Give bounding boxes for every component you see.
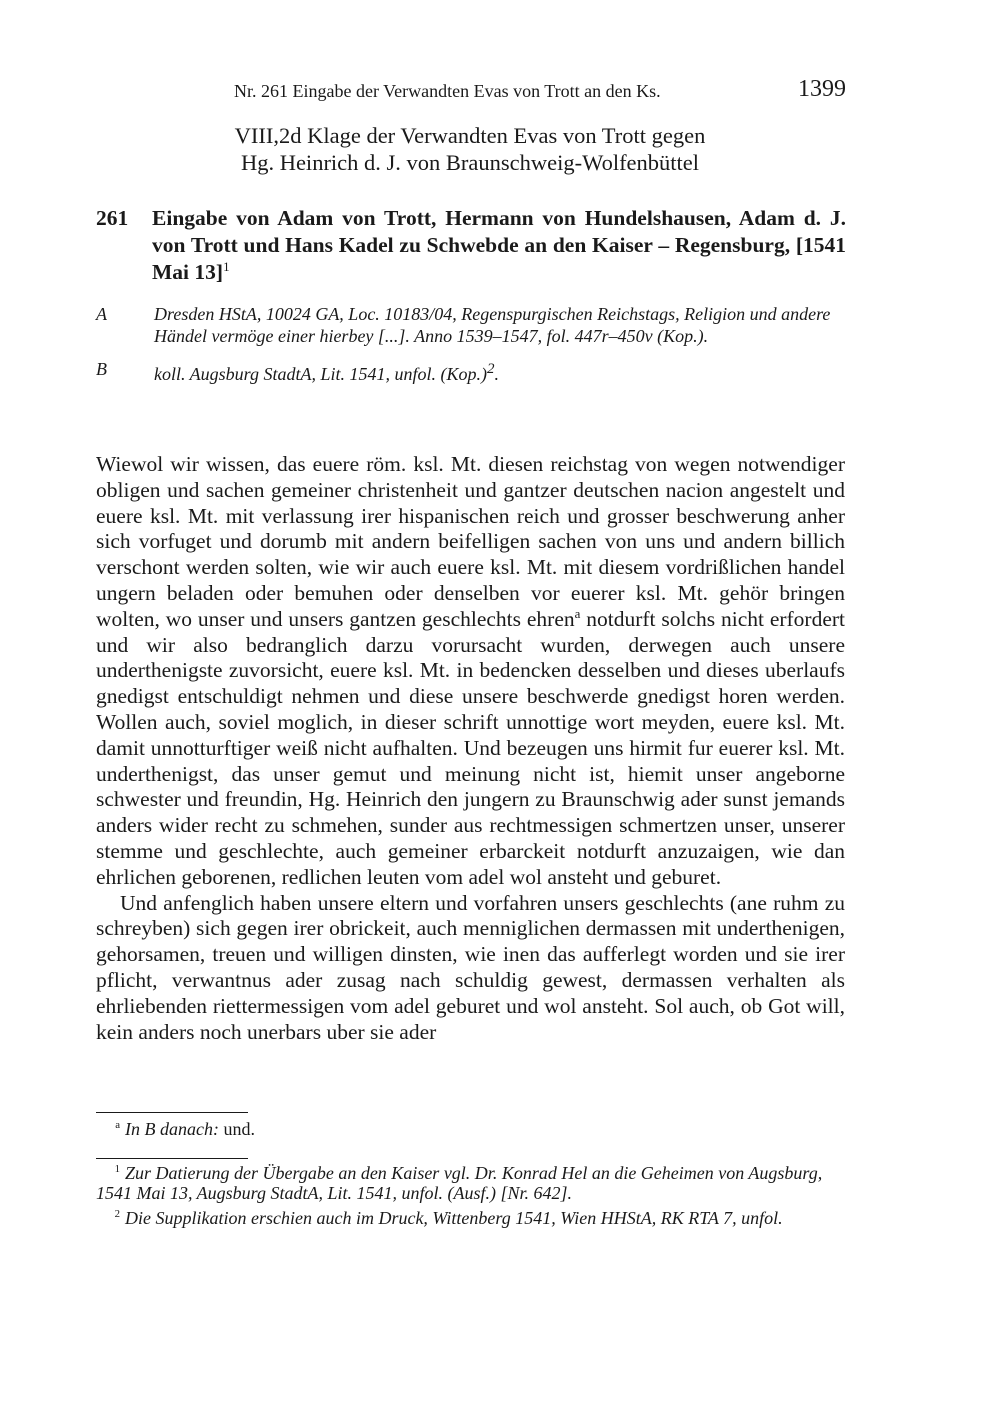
- source-entry: [96, 303, 846, 347]
- section-heading-line1: VIII,2d Klage der Verwandten Evas von Trott gegen: [234, 123, 706, 148]
- body-paragraph: Und anfenglich haben unsere eltern und vorfahren unsers geschlechts (ane ruhm zu schreyben) sich gegen irer obrickeit, auch menniglichen dermassen mit underthenigen, gehorsamen, treuen und willigen dinsten, wie inen das aufferlegt worden und sie irer pflicht, verwantnus ader zusag nach schuldig gewest, dermassen verhalten als ehrliebenden riettermessigen vom adel geburet und wol ansteht. Sol auch, ob Got will, kein anders noch unerbars uber sie ader: [96, 890, 845, 1044]
- body-text: [96, 452, 845, 1045]
- footnote-mark: 2: [114, 1208, 120, 1220]
- footnote-text: und.: [218, 1119, 255, 1139]
- source-label: B: [96, 359, 107, 379]
- source-label: A: [96, 304, 107, 324]
- body-text-run: Wiewol wir wissen, das euere röm. ksl. Mt. diesen reichstag von wegen notwendiger obligen und sachen gemeiner christenheit und gantzer deutschen nacion angestelt und euere ksl. Mt. mit verlassung irer hispanischen reich und grosser beschwerung anher sich vorfuget und dorumb mit andern beifelligen sachen von uns und andern billich verschont werden solten, wie wir auch euere ksl. Mt. mit diesem vordrißlichen handel ungern beladen oder bemuhen oder denselben vor euerer ksl. Mt. gehör bringen wolten, wo unser und unsers gantzen geschlechts ehren: [96, 452, 845, 631]
- source-text: [154, 358, 846, 385]
- footnote-label: In B danach:: [125, 1119, 219, 1139]
- running-head: [234, 76, 846, 107]
- source-list: [96, 303, 846, 396]
- page-number: 1399: [798, 76, 846, 102]
- footnote: [96, 1163, 845, 1203]
- running-head-title: Nr. 261 Eingabe der Verwandten Evas von Trott an den Ks.: [234, 81, 661, 101]
- footnote-rule: [96, 1158, 248, 1159]
- footnote-text: Die Supplikation erschien auch im Druck, Wittenberg 1541, Wien HHStA, RK RTA 7, unfol.: [125, 1208, 783, 1228]
- section-heading-line2: Hg. Heinrich d. J. von Braunschweig-Wolfenbüttel: [240, 150, 700, 175]
- footnote-rule: [96, 1112, 248, 1113]
- body-text-run: notdurft solchs nicht erfordert und wir also bedranglich darzu vorursacht wurden, derwegen auch unsere underthenigste zuvorsicht, euere ksl. Mt. in bedencken desselben und dieses uberlaufs gnedigst entschuldigt nehmen und diese unsere beschwerde gnedigst horen werden. Wollen auch, soviel moglich, in dieser schrift unnottige wort meyden, euere ksl. Mt. damit unnotturftiger weiß nicht aufhalten. Und bezeugen uns hirmit fur euerer ksl. Mt. underthenigst, das unser gemut und meinung nicht ist, hiemit unser angeborne schwester und freundin, Hg. Heinrich den jungern zu Braunschwig ader sunst jemands anders wider recht zu schmehen, sunder aus rechtmessigen schmertzen unser, unserer stemme und geschlechte, auch gemeiner erbarckeit notdurft anzuzaigen, wie dan ehrlichen geborenen, redlichen leuten vom adel wol ansteht und geburet.: [96, 606, 846, 889]
- footnote: [96, 1208, 845, 1228]
- source-note: 2: [487, 361, 495, 377]
- footnote-ref: a: [574, 606, 581, 621]
- document-title: [152, 205, 846, 286]
- body-paragraph: [96, 452, 845, 891]
- source-text: Dresden HStA, 10024 GA, Loc. 10183/04, Regenspurgischen Reichstags, Religion und andere Händel vermöge einer hierbey [...]. Anno 1539–1547, fol. 447r–450v (Kop.).: [154, 304, 831, 346]
- document-number: 261: [96, 206, 129, 230]
- source-entry: [96, 358, 846, 385]
- footnote: [96, 1119, 845, 1139]
- footnote-mark: 1: [114, 1163, 120, 1175]
- document-title-note: 1: [223, 259, 230, 274]
- footnote-mark: a: [115, 1119, 120, 1131]
- section-heading: [96, 122, 844, 176]
- footnote-text: Zur Datierung der Übergabe an den Kaiser vgl. Dr. Konrad Hel an die Geheimen von Augsburg, 1541 Mai 13, Augsburg StadtA, Lit. 1541, unfol. (Ausf.) [Nr. 642].: [96, 1163, 823, 1203]
- source-text-body: koll. Augsburg StadtA, Lit. 1541, unfol. (Kop.): [154, 364, 488, 384]
- document-title-text: Eingabe von Adam von Trott, Hermann von Hundelshausen, Adam d. J. von Trott und Hans Kadel zu Schwebde an den Kaiser – Regensburg, [1541 Mai 13]: [152, 206, 846, 284]
- source-text-end: .: [494, 364, 500, 384]
